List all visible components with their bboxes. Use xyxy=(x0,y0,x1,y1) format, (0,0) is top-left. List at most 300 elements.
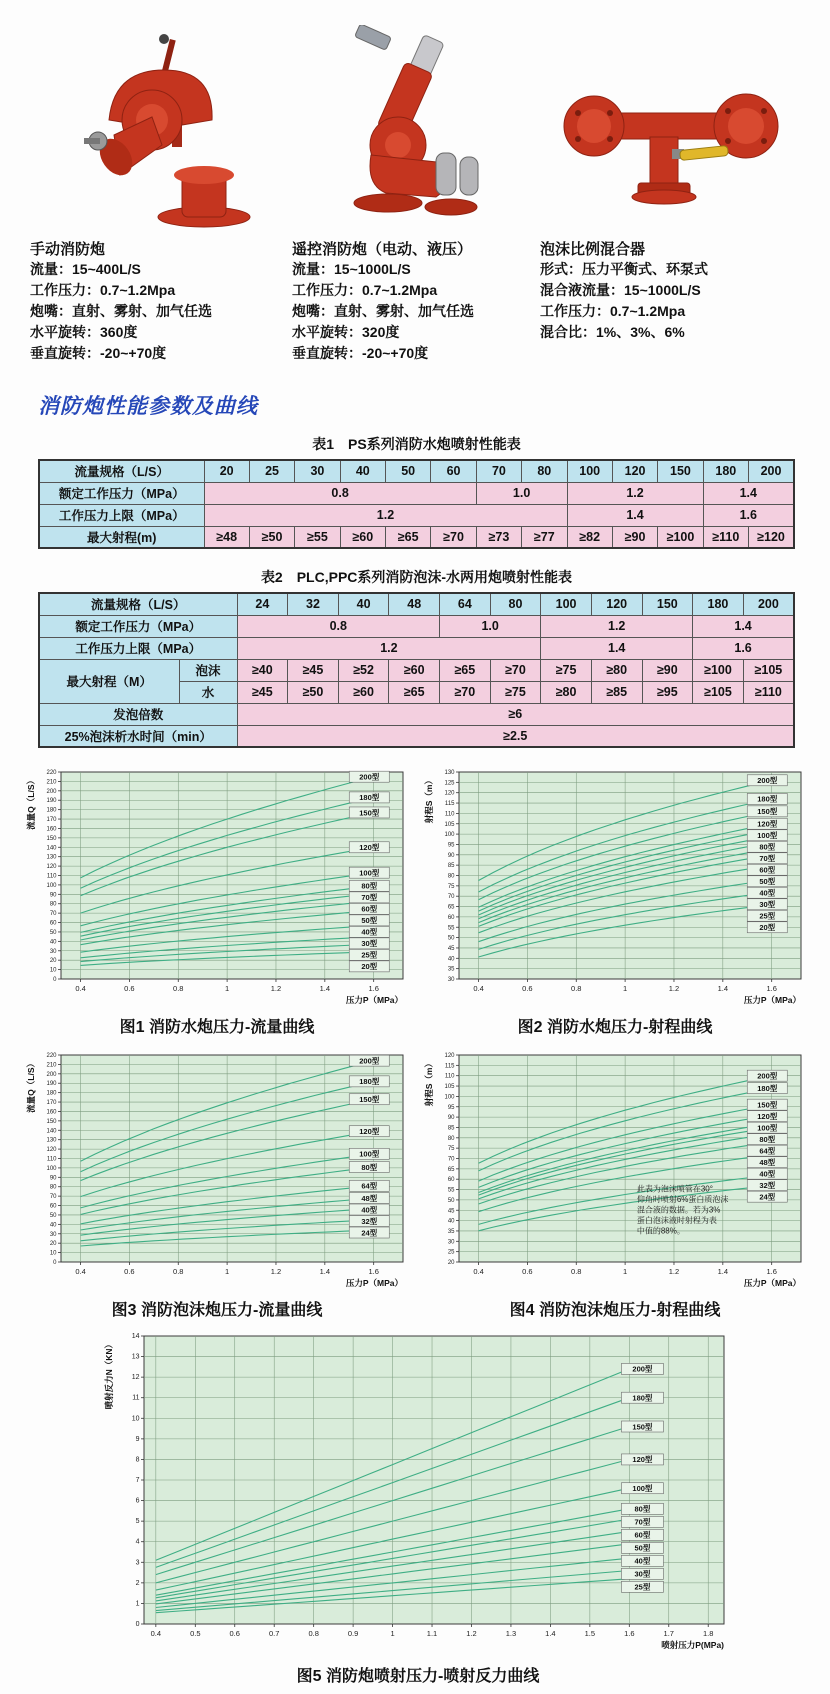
product-card-remote-monitor xyxy=(292,22,540,364)
svg-text:6: 6 xyxy=(135,1497,140,1505)
svg-text:110: 110 xyxy=(46,1156,57,1163)
svg-text:20型: 20型 xyxy=(361,962,378,972)
svg-text:150型: 150型 xyxy=(757,1100,778,1110)
svg-text:48型: 48型 xyxy=(361,1193,378,1203)
svg-text:1.4: 1.4 xyxy=(717,984,729,993)
svg-text:120型: 120型 xyxy=(359,843,380,853)
product-spec-line: 垂直旋转：-20~+70度 xyxy=(292,345,429,361)
value-cell: ≥60 xyxy=(389,659,440,681)
value-cell: ≥70 xyxy=(431,526,476,548)
value-cell: 40 xyxy=(338,593,389,615)
svg-text:150型: 150型 xyxy=(632,1422,653,1432)
svg-text:70型: 70型 xyxy=(361,893,378,903)
svg-text:0.6: 0.6 xyxy=(124,984,135,993)
figure-3-pressure-flow-foam xyxy=(18,1047,416,1320)
svg-text:100: 100 xyxy=(444,832,455,839)
value-cell: ≥80 xyxy=(541,681,592,703)
product-spec-line: 流量：15~1000L/S xyxy=(292,261,411,277)
svg-text:40: 40 xyxy=(49,1222,57,1229)
svg-text:120: 120 xyxy=(46,1147,57,1154)
table-row xyxy=(39,526,794,548)
svg-text:120: 120 xyxy=(46,864,57,871)
svg-text:90: 90 xyxy=(447,1115,455,1122)
svg-text:200型: 200型 xyxy=(757,1071,778,1081)
foam-proportioner-illustration xyxy=(554,25,784,230)
product-spec-line: 水平旋转：320度 xyxy=(292,324,400,340)
svg-text:64型: 64型 xyxy=(361,1181,378,1191)
svg-text:200: 200 xyxy=(46,788,57,795)
svg-text:60型: 60型 xyxy=(361,904,378,914)
svg-text:105: 105 xyxy=(444,821,455,828)
section-title: 消防炮性能参数及曲线 xyxy=(38,395,258,418)
svg-text:70型: 70型 xyxy=(759,854,776,864)
chart-2-canvas xyxy=(419,764,811,1012)
svg-text:0.6: 0.6 xyxy=(522,984,533,993)
value-cell: ≥45 xyxy=(288,659,339,681)
svg-text:40型: 40型 xyxy=(634,1556,651,1566)
svg-text:0.8: 0.8 xyxy=(173,984,184,993)
svg-text:0.5: 0.5 xyxy=(190,1629,201,1638)
figure-4-pressure-range-foam xyxy=(416,1047,814,1320)
value-cell: 1.2 xyxy=(541,615,693,637)
svg-text:0.4: 0.4 xyxy=(75,984,86,993)
table-row xyxy=(39,504,794,526)
svg-text:1.7: 1.7 xyxy=(663,1629,674,1638)
table-row xyxy=(39,460,794,482)
svg-text:1.6: 1.6 xyxy=(368,1267,379,1276)
figure-4-caption: 图4 消防泡沫炮压力-射程曲线 xyxy=(509,1302,721,1319)
svg-text:100: 100 xyxy=(46,1165,57,1172)
remote-fire-monitor-image xyxy=(292,22,540,230)
row-label-cell: 最大射程(m) xyxy=(39,526,204,548)
table-row xyxy=(39,725,794,747)
svg-text:13: 13 xyxy=(131,1353,140,1361)
svg-text:0.6: 0.6 xyxy=(124,1267,135,1276)
charts-grid xyxy=(0,748,830,1686)
value-cell: ≥80 xyxy=(591,659,642,681)
product-spec-line: 工作压力：0.7~1.2Mpa xyxy=(540,303,686,319)
value-cell: ≥6 xyxy=(237,703,794,725)
value-cell: ≥120 xyxy=(749,526,795,548)
table2-plc-ppc-performance xyxy=(38,592,795,748)
value-cell: 1.4 xyxy=(693,615,794,637)
svg-text:0.4: 0.4 xyxy=(473,1267,484,1276)
svg-text:100型: 100型 xyxy=(757,1123,778,1133)
svg-text:50型: 50型 xyxy=(759,877,776,887)
svg-text:115: 115 xyxy=(444,1063,455,1070)
svg-text:170: 170 xyxy=(46,1100,57,1107)
svg-text:0.8: 0.8 xyxy=(571,984,582,993)
table1-title: 表1 PS系列消防水炮喷射性能表 xyxy=(312,436,521,452)
manual-fire-monitor-illustration xyxy=(54,25,269,230)
svg-text:50: 50 xyxy=(49,929,57,936)
svg-text:仰角时喷射6%蛋白质泡沫: 仰角时喷射6%蛋白质泡沫 xyxy=(636,1195,729,1205)
svg-text:25型: 25型 xyxy=(759,911,776,921)
chart-4-canvas xyxy=(419,1047,811,1295)
svg-text:120型: 120型 xyxy=(632,1455,653,1465)
svg-text:80: 80 xyxy=(49,1184,57,1191)
svg-text:200型: 200型 xyxy=(632,1364,653,1374)
product-spec-line: 混合比：1%、3%、6% xyxy=(540,324,685,340)
value-cell: 泡沫 xyxy=(179,659,237,681)
svg-text:0.8: 0.8 xyxy=(173,1267,184,1276)
svg-text:105: 105 xyxy=(444,1084,455,1091)
svg-text:1.6: 1.6 xyxy=(368,984,379,993)
value-cell: 水 xyxy=(179,681,237,703)
value-cell: 1.0 xyxy=(440,615,541,637)
svg-text:0: 0 xyxy=(53,1260,57,1266)
svg-text:100型: 100型 xyxy=(359,868,380,878)
svg-text:180: 180 xyxy=(46,1090,57,1097)
svg-text:120型: 120型 xyxy=(359,1127,380,1137)
value-cell: ≥70 xyxy=(490,659,541,681)
svg-text:25型: 25型 xyxy=(361,950,378,960)
svg-text:24型: 24型 xyxy=(759,1192,776,1202)
value-cell: 1.4 xyxy=(541,637,693,659)
svg-text:70: 70 xyxy=(447,1156,455,1163)
fig5-svg xyxy=(98,1326,738,1656)
svg-text:1: 1 xyxy=(135,1600,140,1608)
svg-text:120型: 120型 xyxy=(757,819,778,829)
value-cell: 24 xyxy=(237,593,288,615)
svg-text:20型: 20型 xyxy=(759,923,776,933)
svg-text:40型: 40型 xyxy=(361,927,378,937)
svg-text:95: 95 xyxy=(447,842,455,849)
svg-text:混合液的数据。若为3%: 混合液的数据。若为3% xyxy=(636,1205,721,1215)
svg-text:80型: 80型 xyxy=(759,842,776,852)
value-cell: 25%泡沫析水时间（min） xyxy=(39,725,237,747)
table2-title: 表2 PLC,PPC系列消防泡沫-水两用炮喷射性能表 xyxy=(260,569,573,585)
svg-text:110: 110 xyxy=(46,873,57,880)
value-cell: ≥105 xyxy=(743,659,794,681)
svg-text:4: 4 xyxy=(135,1538,140,1546)
value-cell: ≥65 xyxy=(389,681,440,703)
product-spec-line: 混合液流量：15~1000L/S xyxy=(540,282,701,298)
value-cell: ≥95 xyxy=(642,681,693,703)
value-cell: ≥50 xyxy=(249,526,294,548)
chart-3-canvas xyxy=(21,1047,413,1295)
svg-text:35: 35 xyxy=(447,1228,455,1235)
svg-text:115: 115 xyxy=(444,801,455,808)
svg-text:压力P（MPa）: 压力P（MPa） xyxy=(743,1278,801,1288)
product-spec-line: 形式：压力平衡式、环泵式 xyxy=(540,261,708,277)
svg-text:压力P（MPa）: 压力P（MPa） xyxy=(743,995,801,1005)
value-cell: 25 xyxy=(249,460,294,482)
svg-text:40型: 40型 xyxy=(361,1205,378,1215)
svg-text:50: 50 xyxy=(49,1212,57,1219)
figure-1-caption: 图1 消防水炮压力-流量曲线 xyxy=(119,1019,315,1036)
svg-text:0.9: 0.9 xyxy=(347,1629,359,1638)
svg-text:10: 10 xyxy=(131,1415,140,1423)
table-row xyxy=(39,703,794,725)
chart-5-canvas xyxy=(98,1326,738,1661)
product-specs xyxy=(30,259,292,364)
row-label-cell: 工作压力上限（MPa） xyxy=(39,637,237,659)
value-cell: ≥75 xyxy=(541,659,592,681)
product-card-manual-monitor xyxy=(30,22,292,364)
svg-text:110: 110 xyxy=(444,811,455,818)
svg-text:1.2: 1.2 xyxy=(668,984,680,993)
fig4-svg xyxy=(419,1047,811,1290)
svg-text:70型: 70型 xyxy=(634,1517,651,1527)
svg-text:1.4: 1.4 xyxy=(319,1267,331,1276)
figure-1-pressure-flow-water xyxy=(18,764,416,1037)
svg-text:60: 60 xyxy=(49,1203,57,1210)
figure-2-pressure-range-water xyxy=(416,764,814,1037)
svg-text:3: 3 xyxy=(135,1559,140,1567)
value-cell: ≥70 xyxy=(440,681,491,703)
value-cell: 64 xyxy=(440,593,491,615)
svg-text:100: 100 xyxy=(444,1094,455,1101)
svg-text:0.4: 0.4 xyxy=(150,1629,162,1638)
products-row xyxy=(0,0,830,364)
value-cell: 发泡倍数 xyxy=(39,703,237,725)
value-cell: ≥65 xyxy=(440,659,491,681)
svg-text:45: 45 xyxy=(447,945,455,952)
svg-text:85: 85 xyxy=(447,863,455,870)
svg-text:90: 90 xyxy=(447,852,455,859)
svg-text:70: 70 xyxy=(49,911,57,918)
svg-text:95: 95 xyxy=(447,1104,455,1111)
svg-text:1: 1 xyxy=(623,984,628,993)
figure-3-caption: 图3 消防泡沫炮压力-流量曲线 xyxy=(111,1302,323,1319)
row-label-cell: 流量规格（L/S） xyxy=(39,460,204,482)
value-cell: 80 xyxy=(490,593,541,615)
svg-text:140: 140 xyxy=(46,1128,57,1135)
value-cell: ≥110 xyxy=(743,681,794,703)
product-name: 遥控消防炮（电动、液压） xyxy=(292,241,473,258)
svg-text:130: 130 xyxy=(46,854,57,861)
svg-text:1.3: 1.3 xyxy=(505,1629,517,1638)
value-cell: ≥77 xyxy=(522,526,567,548)
value-cell: 0.8 xyxy=(237,615,440,637)
product-specs xyxy=(540,259,798,343)
svg-text:压力P（MPa）: 压力P（MPa） xyxy=(345,1278,403,1288)
svg-text:60型: 60型 xyxy=(759,865,776,875)
value-cell: 48 xyxy=(389,593,440,615)
value-cell: 100 xyxy=(541,593,592,615)
product-card-foam-proportioner xyxy=(540,22,798,364)
svg-text:1: 1 xyxy=(623,1267,628,1276)
svg-text:100型: 100型 xyxy=(757,831,778,841)
svg-text:40型: 40型 xyxy=(759,1169,776,1179)
product-spec-line: 炮嘴：直射、雾射、加气任选 xyxy=(292,303,474,319)
product-spec-line: 垂直旋转：-20~+70度 xyxy=(30,345,167,361)
value-cell: ≥90 xyxy=(612,526,657,548)
svg-text:160: 160 xyxy=(46,826,57,833)
value-cell: ≥75 xyxy=(490,681,541,703)
svg-text:180型: 180型 xyxy=(757,794,778,804)
product-spec-line: 工作压力：0.7~1.2Mpa xyxy=(30,282,176,298)
svg-text:14: 14 xyxy=(131,1333,140,1340)
value-cell: 1.6 xyxy=(703,504,794,526)
value-cell: 60 xyxy=(431,460,476,482)
svg-text:1.6: 1.6 xyxy=(624,1629,635,1638)
value-cell: ≥45 xyxy=(237,681,288,703)
value-cell: 1.2 xyxy=(204,504,567,526)
svg-text:1.6: 1.6 xyxy=(766,984,777,993)
value-cell: 1.6 xyxy=(693,637,794,659)
svg-text:0.7: 0.7 xyxy=(268,1629,280,1638)
product-spec-line: 工作压力：0.7~1.2Mpa xyxy=(292,282,438,298)
figure-5-pressure-reaction-force xyxy=(18,1326,818,1686)
value-cell: 120 xyxy=(591,593,642,615)
value-cell: ≥50 xyxy=(288,681,339,703)
svg-text:0.4: 0.4 xyxy=(75,1267,86,1276)
svg-text:100型: 100型 xyxy=(359,1149,380,1159)
svg-text:1.4: 1.4 xyxy=(545,1629,556,1638)
svg-text:60型: 60型 xyxy=(634,1530,651,1540)
svg-text:45: 45 xyxy=(447,1208,455,1215)
product-spec-line: 流量：15~400L/S xyxy=(30,261,141,277)
svg-text:30: 30 xyxy=(447,977,455,983)
svg-text:35: 35 xyxy=(447,966,455,973)
svg-text:55: 55 xyxy=(447,925,455,932)
svg-text:10: 10 xyxy=(49,967,57,974)
value-cell: 20 xyxy=(204,460,249,482)
svg-text:55: 55 xyxy=(447,1187,455,1194)
svg-text:32型: 32型 xyxy=(361,1216,378,1226)
svg-text:180型: 180型 xyxy=(359,793,380,803)
svg-text:11: 11 xyxy=(132,1394,140,1402)
svg-text:200型: 200型 xyxy=(757,776,778,786)
svg-text:1.6: 1.6 xyxy=(766,1267,777,1276)
svg-text:220: 220 xyxy=(46,1053,57,1059)
svg-text:80: 80 xyxy=(49,901,57,908)
value-cell: ≥100 xyxy=(658,526,703,548)
row-label-cell: 最大射程（M） xyxy=(39,659,179,703)
product-name: 手动消防炮 xyxy=(30,241,106,258)
svg-text:70: 70 xyxy=(49,1194,57,1201)
svg-text:150: 150 xyxy=(46,835,57,842)
value-cell: ≥73 xyxy=(476,526,521,548)
svg-text:中值的88%。: 中值的88%。 xyxy=(636,1226,685,1236)
svg-text:40: 40 xyxy=(447,956,455,963)
table-row xyxy=(39,593,794,615)
value-cell: 100 xyxy=(567,460,612,482)
chart-1-canvas xyxy=(21,764,413,1012)
table-row xyxy=(39,659,794,681)
svg-text:24型: 24型 xyxy=(361,1228,378,1238)
svg-text:30: 30 xyxy=(49,1231,57,1238)
svg-text:1.4: 1.4 xyxy=(717,1267,729,1276)
svg-text:32型: 32型 xyxy=(759,1180,776,1190)
svg-text:150型: 150型 xyxy=(359,808,380,818)
value-cell: 70 xyxy=(476,460,521,482)
svg-text:80型: 80型 xyxy=(361,881,378,891)
value-cell: 80 xyxy=(522,460,567,482)
svg-text:120: 120 xyxy=(444,1053,455,1059)
svg-text:40型: 40型 xyxy=(759,888,776,898)
svg-text:65: 65 xyxy=(447,904,455,911)
svg-text:0.6: 0.6 xyxy=(229,1629,240,1638)
svg-text:50型: 50型 xyxy=(634,1543,651,1553)
value-cell: 180 xyxy=(703,460,748,482)
row-label-cell: 额定工作压力（MPa） xyxy=(39,615,237,637)
svg-text:1.2: 1.2 xyxy=(466,1629,477,1638)
svg-text:85: 85 xyxy=(447,1125,455,1132)
svg-text:125: 125 xyxy=(444,780,455,787)
svg-text:30型: 30型 xyxy=(361,939,378,949)
svg-text:射程S（m）: 射程S（m） xyxy=(424,776,434,824)
svg-text:210: 210 xyxy=(46,779,57,786)
value-cell: ≥60 xyxy=(340,526,385,548)
value-cell: 50 xyxy=(386,460,431,482)
svg-text:8: 8 xyxy=(135,1456,140,1464)
svg-text:90: 90 xyxy=(49,892,57,899)
svg-text:5: 5 xyxy=(135,1518,140,1526)
svg-text:150: 150 xyxy=(46,1118,57,1125)
svg-text:30: 30 xyxy=(447,1239,455,1246)
value-cell: ≥85 xyxy=(591,681,642,703)
svg-text:120: 120 xyxy=(444,790,455,797)
value-cell: ≥40 xyxy=(237,659,288,681)
value-cell: ≥60 xyxy=(338,681,389,703)
svg-text:220: 220 xyxy=(46,770,57,776)
svg-text:150型: 150型 xyxy=(757,807,778,817)
svg-text:30型: 30型 xyxy=(759,900,776,910)
svg-text:170: 170 xyxy=(46,817,57,824)
svg-text:80: 80 xyxy=(447,873,455,880)
fig2-svg xyxy=(419,764,811,1007)
svg-text:30型: 30型 xyxy=(634,1569,651,1579)
value-cell: 0.8 xyxy=(204,482,476,504)
svg-text:80型: 80型 xyxy=(759,1134,776,1144)
product-spec-line: 炮嘴：直射、雾射、加气任选 xyxy=(30,303,212,319)
value-cell: 40 xyxy=(340,460,385,482)
svg-text:此表为泡沫喷管在30°: 此表为泡沫喷管在30° xyxy=(636,1184,713,1194)
fig1-svg xyxy=(21,764,413,1007)
svg-text:150型: 150型 xyxy=(359,1095,380,1105)
svg-text:120型: 120型 xyxy=(757,1111,778,1121)
figure-5-caption: 图5 消防炮喷射压力-喷射反力曲线 xyxy=(296,1668,540,1685)
table-row xyxy=(39,615,794,637)
svg-text:50: 50 xyxy=(447,1197,455,1204)
product-spec-line: 水平旋转：360度 xyxy=(30,324,138,340)
svg-text:射程S（m）: 射程S（m） xyxy=(424,1059,434,1107)
row-label-cell: 流量规格（L/S） xyxy=(39,593,237,615)
value-cell: ≥52 xyxy=(338,659,389,681)
svg-text:90: 90 xyxy=(49,1175,57,1182)
svg-text:200型: 200型 xyxy=(359,1056,380,1066)
foam-proportioner-image xyxy=(540,22,798,230)
svg-text:喷射反力N（KN）: 喷射反力N（KN） xyxy=(104,1340,114,1410)
svg-text:100型: 100型 xyxy=(632,1484,653,1494)
value-cell: ≥55 xyxy=(295,526,340,548)
svg-text:50: 50 xyxy=(447,935,455,942)
value-cell: 150 xyxy=(658,460,703,482)
svg-text:1.2: 1.2 xyxy=(270,984,282,993)
svg-text:160: 160 xyxy=(46,1109,57,1116)
value-cell: ≥48 xyxy=(204,526,249,548)
svg-text:0.6: 0.6 xyxy=(522,1267,533,1276)
svg-text:12: 12 xyxy=(131,1374,140,1382)
svg-text:喷射压力P(MPa): 喷射压力P(MPa) xyxy=(661,1640,724,1650)
product-specs xyxy=(292,259,540,364)
svg-text:50型: 50型 xyxy=(361,916,378,926)
svg-text:0.8: 0.8 xyxy=(308,1629,319,1638)
value-cell: 1.2 xyxy=(567,482,703,504)
svg-text:190: 190 xyxy=(46,798,57,805)
svg-text:210: 210 xyxy=(46,1062,57,1069)
value-cell: 1.2 xyxy=(237,637,541,659)
svg-text:64型: 64型 xyxy=(759,1146,776,1156)
svg-text:40: 40 xyxy=(49,939,57,946)
svg-text:48型: 48型 xyxy=(759,1157,776,1167)
svg-text:蛋白泡沫液时射程为表: 蛋白泡沫液时射程为表 xyxy=(636,1216,717,1226)
svg-text:1: 1 xyxy=(390,1629,395,1638)
product-name: 泡沫比例混合器 xyxy=(540,241,646,258)
